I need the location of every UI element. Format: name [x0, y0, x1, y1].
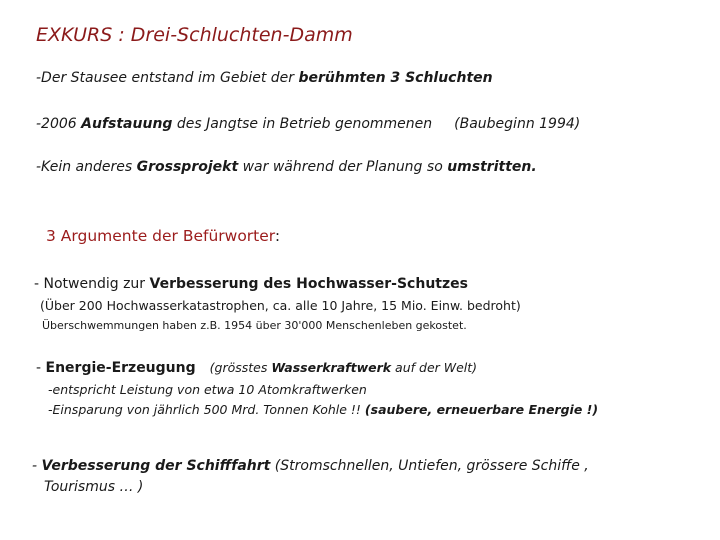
fact-schluchten-bold: berühmten 3 Schluchten — [298, 70, 493, 86]
slide-title: EXKURS : Drei-Schluchten-Damm — [36, 24, 353, 46]
argument-energie-paren-close: auf der Welt) — [391, 360, 478, 375]
argument-schifffahrt-bold: Verbesserung der Schifffahrt — [41, 458, 271, 474]
argument-energie-detail2 — [48, 402, 598, 417]
argument-energie-wasserkraftwerk: Wasserkraftwerk — [271, 360, 392, 375]
fact-aufstauung-bold: Aufstauung — [81, 116, 173, 132]
argument-energie-paren-open: (grösstes — [209, 360, 272, 375]
argument-hochwasser — [34, 276, 468, 292]
fact-umstritten-bold1: Grossprojekt — [136, 159, 239, 175]
fact-aufstauung-year: -2006 — [36, 116, 82, 132]
fact-baubeginn: (Baubeginn 1994) — [454, 116, 581, 132]
argument-energie — [36, 360, 477, 376]
fact-umstritten-bold2: umstritten. — [447, 159, 537, 175]
argument-energie-detail2-text: -Einsparung von jährlich 500 Mrd. Tonnen Kohle !! — [48, 402, 365, 417]
fact-umstritten-text1: -Kein anderes — [36, 159, 137, 175]
arguments-heading-text: 3 Argumente der Befürworter — [46, 227, 275, 245]
arguments-heading-colon: : — [274, 227, 281, 245]
argument-schifffahrt-dash: - — [32, 458, 42, 474]
argument-hochwasser-bold: Verbesserung des Hochwasser-Schutzes — [149, 276, 468, 292]
argument-hochwasser-detail: (Über 200 Hochwasserkatastrophen, ca. alle 10 Jahre, 15 Mio. Einw. bedroht) — [40, 298, 521, 313]
arguments-heading — [46, 227, 280, 245]
argument-energie-paren — [210, 360, 477, 375]
fact-umstritten — [36, 159, 537, 175]
argument-energie-dash: - — [36, 360, 46, 376]
argument-energie-detail1: -entspricht Leistung von etwa 10 Atomkraftwerken — [48, 382, 367, 397]
argument-hochwasser-note: Überschwemmungen haben z.B. 1954 über 30'000 Menschenleben gekostet. — [42, 319, 467, 332]
fact-schluchten-text: -Der Stausee entstand im Gebiet der — [36, 70, 299, 86]
argument-schifffahrt — [32, 458, 589, 474]
fact-aufstauung-text: des Jangtse in Betrieb genommenen — [172, 116, 433, 132]
fact-aufstauung — [36, 116, 580, 132]
fact-umstritten-text2: war während der Planung so — [238, 159, 448, 175]
argument-hochwasser-text: - Notwendig zur — [34, 276, 150, 292]
argument-schifffahrt-cont: Tourismus … ) — [44, 479, 144, 495]
argument-schifffahrt-detail: (Stromschnellen, Untiefen, grössere Schiffe , — [270, 458, 589, 474]
argument-energie-detail2-bold: (saubere, erneuerbare Energie !) — [364, 402, 599, 417]
fact-schluchten — [36, 70, 493, 86]
argument-energie-bold: Energie-Erzeugung — [45, 360, 196, 376]
